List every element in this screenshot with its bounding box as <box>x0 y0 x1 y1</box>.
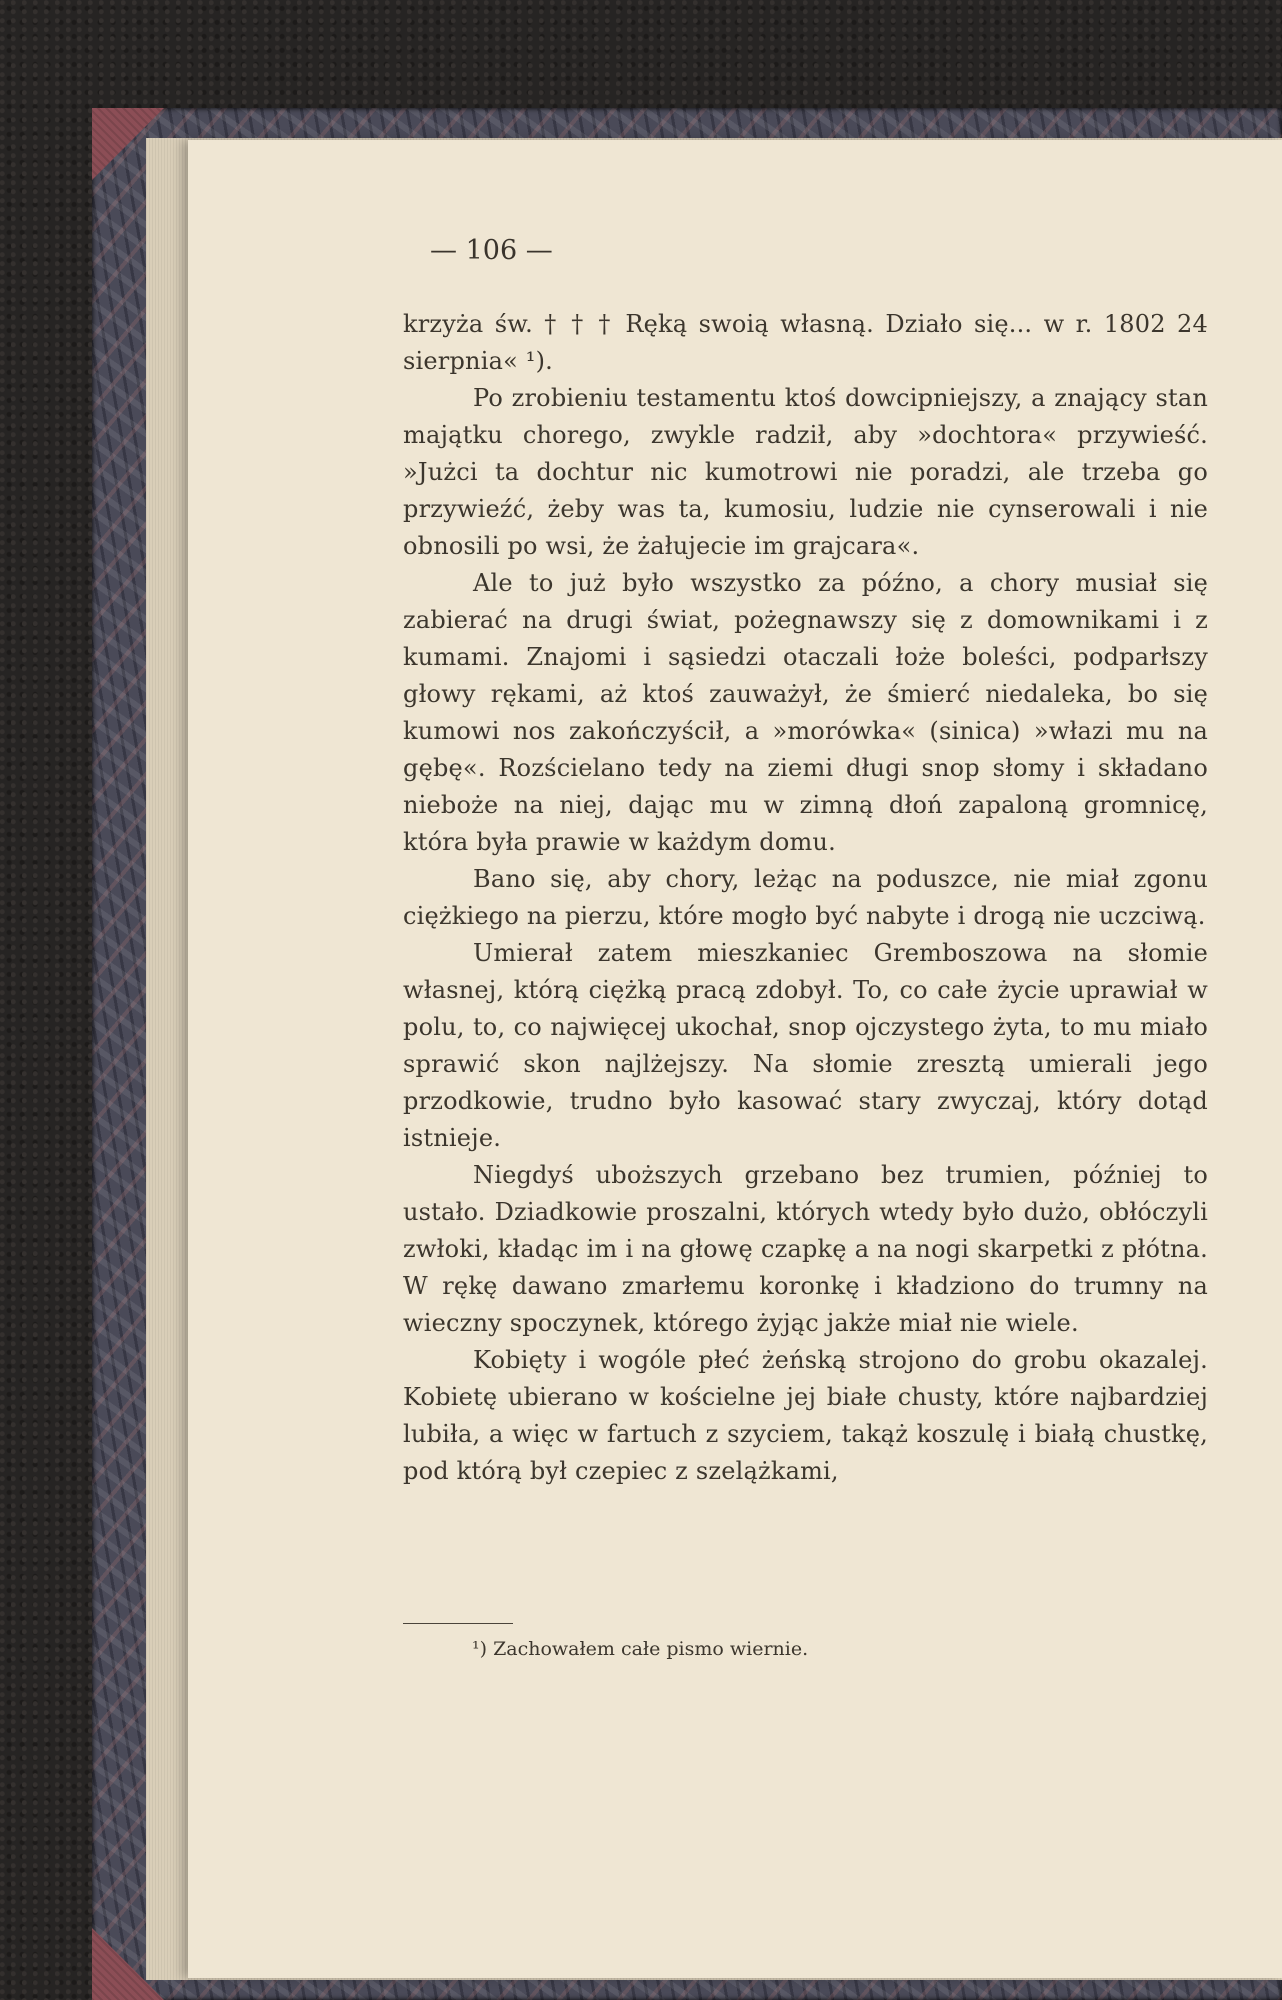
paragraph: Po zrobieniu testamentu ktoś dowcipniejszy, a znający stan majątku chorego, zwykle radził, aby »dochtora« przywieść. »Jużci ta dochtur nic kumotrowi nie poradzi, ale trzeba go przywieźć, żeby was ta, kumosiu, ludzie nie cynserowali i nie obnosili po wsi, że żałujecie im grajcara«. <box>403 384 1208 560</box>
footnote: ¹) Zachowałem całe pismo wiernie. <box>472 1638 809 1660</box>
paragraph: krzyża św. † † † Ręką swoią własną. Działo się... w r. 1802 24 sierpnia« ¹). <box>403 310 1208 375</box>
footnote-divider <box>403 1623 513 1624</box>
paragraph: Ale to już było wszystko za późno, a chory musiał się zabierać na drugi świat, pożegnawszy się z domownikami i z kumami. Znajomi i sąsiedzi otaczali łoże boleści, podparłszy głowy rękami, aż ktoś zauważył, że śmierć niedaleka, bo się kumowi nos zakończyścił, a »morówka« (sinica) »włazi mu na gębę«. Rozścielano tedy na ziemi długi snop słomy i składano nieboże na niej, dając mu w zimną dłoń zapaloną gromnicę, która była prawie w każdym domu. <box>403 569 1208 856</box>
paragraph: Umierał zatem mieszkaniec Gremboszowa na słomie własnej, którą ciężką pracą zdobył. To, co całe życie uprawiał w polu, to, co najwięcej ukochał, snop ojczystego żyta, to mu miało sprawić skon najlżejszy. Na słomie zresztą umierali jego przodkowie, trudno było kasować stary zwyczaj, który dotąd istnieje. <box>403 939 1208 1152</box>
paragraph: Niegdyś uboższych grzebano bez trumien, później to ustało. Dziadkowie proszalni, których wtedy było dużo, obłóczyli zwłoki, kładąc im i na głowę czapkę a na nogi skarpetki z płótna. W rękę dawano zmarłemu koronkę i kładziono do trumny na wieczny spoczynek, którego żyjąc jakże miał nie wiele. <box>403 1161 1208 1337</box>
body-text <box>403 306 1208 1490</box>
paragraph: Bano się, aby chory, leżąc na poduszce, nie miał zgonu ciężkiego na pierzu, które mogło być nabyte i drogą nie uczciwą. <box>403 865 1208 930</box>
paragraph: Kobięty i wogóle płeć żeńską strojono do grobu okazalej. Kobietę ubierano w kościelne jej białe chusty, które najbardziej lubiła, a więc w fartuch z szyciem, takąż koszulę i białą chustkę, pod którą był czepiec z szelążkami, <box>403 1346 1208 1485</box>
page-number: — 106 — <box>430 235 553 266</box>
